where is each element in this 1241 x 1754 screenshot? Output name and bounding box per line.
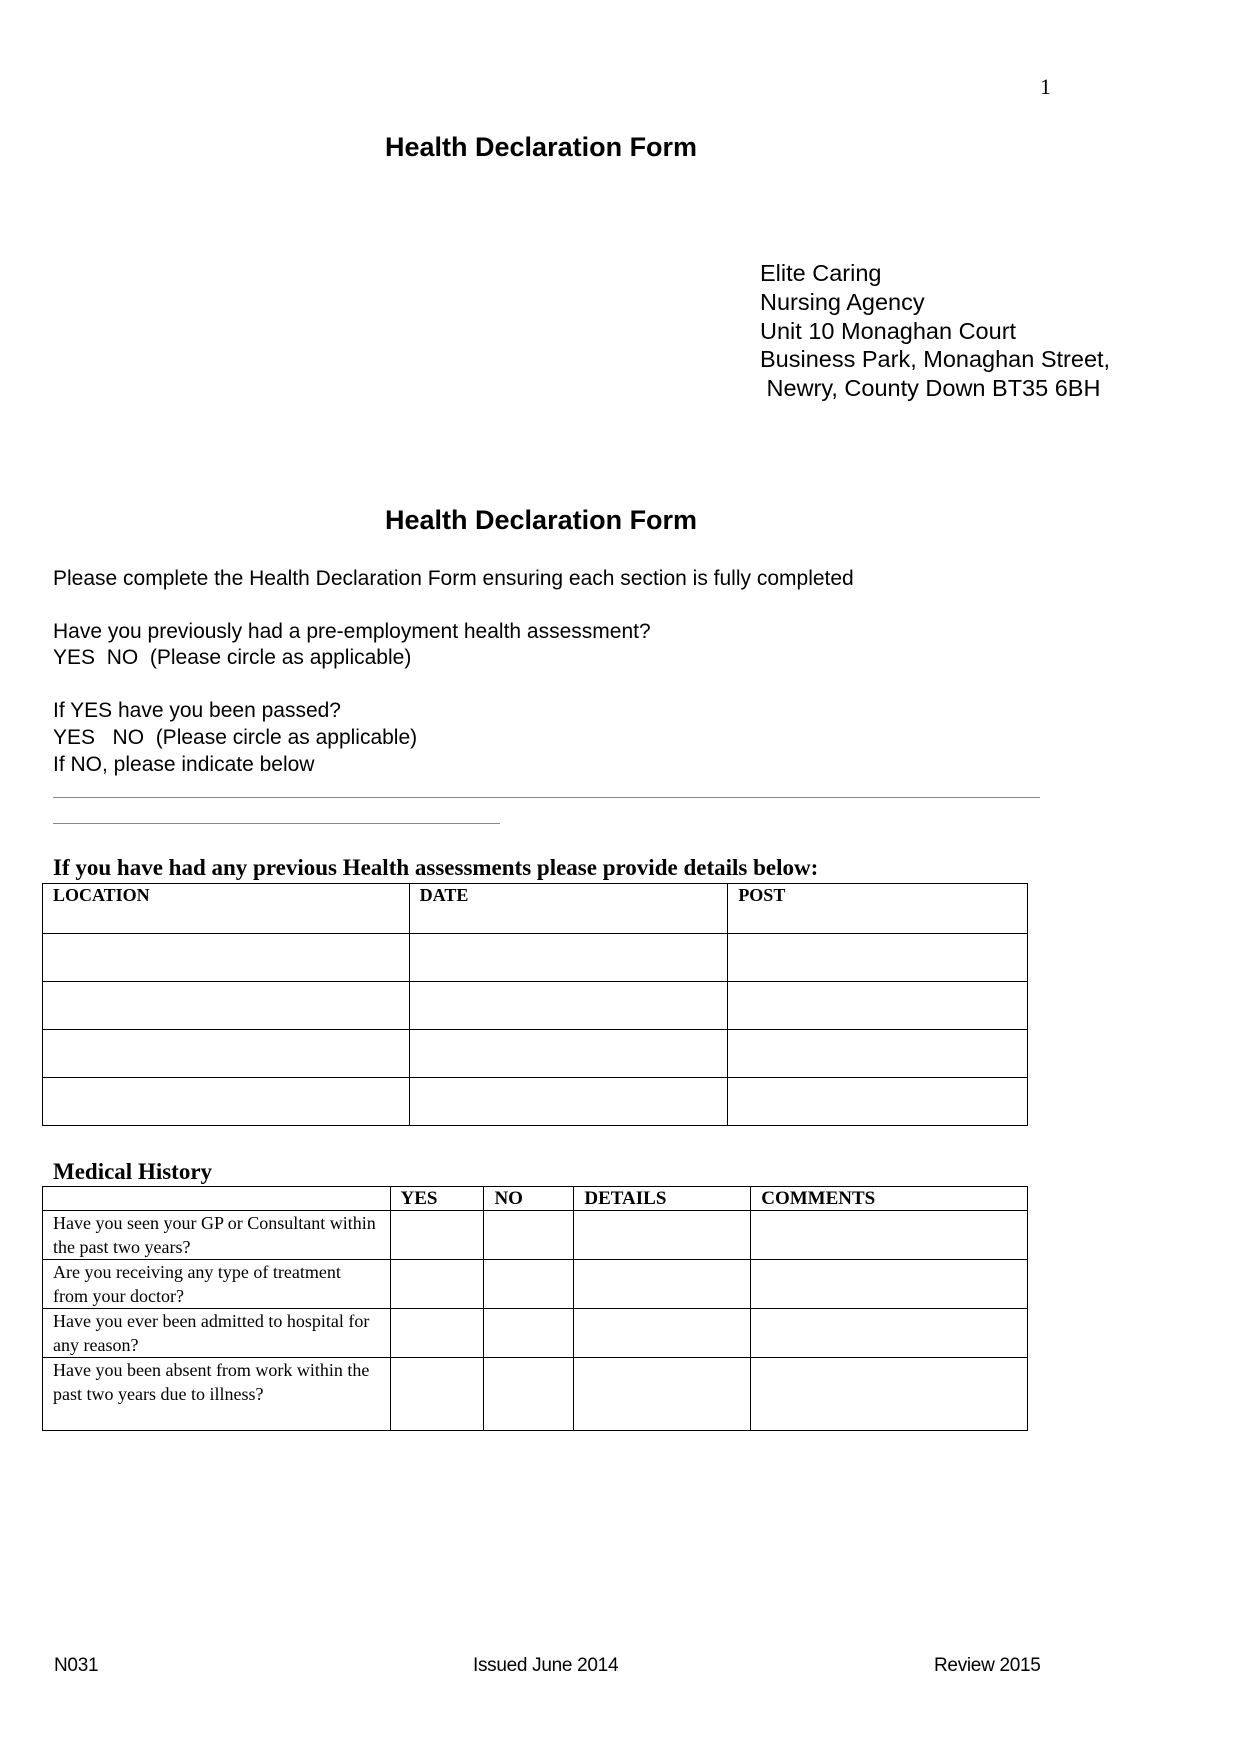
no-cell[interactable]	[484, 1260, 574, 1309]
comments-cell[interactable]	[751, 1211, 1028, 1260]
footer-document-code: N031	[54, 1655, 99, 1676]
comments-cell[interactable]	[751, 1358, 1028, 1431]
date-cell[interactable]	[409, 1078, 728, 1126]
table-row	[43, 1211, 1028, 1260]
address-line: Business Park, Monaghan Street,	[760, 346, 1111, 373]
question-pre-employment: Have you previously had a pre-employment health assessment?	[53, 620, 651, 643]
table-row	[43, 982, 1028, 1030]
medical-history-heading: Medical History	[53, 1159, 213, 1184]
agency-address	[760, 259, 1110, 403]
no-cell[interactable]	[484, 1309, 574, 1358]
question-cell: Have you ever been admitted to hospital for any reason?	[43, 1309, 391, 1358]
question-passed: If YES have you been passed?	[53, 699, 341, 722]
table-row	[43, 1309, 1028, 1358]
location-cell[interactable]	[43, 1078, 410, 1126]
medical-history-table	[42, 1186, 1028, 1431]
comments-cell[interactable]	[751, 1260, 1028, 1309]
address-line: Elite Caring	[760, 260, 882, 286]
location-cell[interactable]	[43, 934, 410, 982]
column-header-yes: YES	[390, 1187, 484, 1211]
date-cell[interactable]	[409, 982, 728, 1030]
question-cell: Are you receiving any type of treatment from your doctor?	[43, 1260, 391, 1309]
location-cell[interactable]	[43, 982, 410, 1030]
column-header-post: POST	[728, 884, 1028, 934]
table-row	[43, 1260, 1028, 1309]
answer-line[interactable]	[53, 797, 1040, 798]
column-header-question	[43, 1187, 391, 1211]
address-line: Newry, County Down BT35 6BH	[760, 375, 1101, 402]
address-line: Unit 10 Monaghan Court	[760, 317, 1017, 344]
footer-issued-date: Issued June 2014	[473, 1655, 619, 1676]
previous-assessments-heading: If you have had any previous Health assessments please provide details below:	[53, 855, 819, 880]
table-header-row	[43, 1187, 1028, 1211]
form-intro: Please complete the Health Declaration Form ensuring each section is fully completed	[53, 567, 854, 590]
page-number: 1	[1040, 74, 1051, 99]
date-cell[interactable]	[409, 1030, 728, 1078]
previous-assessments-table	[42, 883, 1028, 1126]
table-header-row	[43, 884, 1028, 934]
comments-cell[interactable]	[751, 1309, 1028, 1358]
no-cell[interactable]	[484, 1358, 574, 1431]
column-header-no: NO	[484, 1187, 574, 1211]
question-cell: Have you been absent from work within the past two years due to illness?	[43, 1358, 391, 1431]
form-title: Health Declaration Form	[385, 505, 698, 535]
details-cell[interactable]	[574, 1309, 751, 1358]
column-header-date: DATE	[409, 884, 728, 934]
yes-no-circle-option[interactable]: YES NO (Please circle as applicable)	[53, 646, 412, 669]
yes-cell[interactable]	[390, 1309, 484, 1358]
address-line: Nursing Agency	[760, 288, 925, 315]
table-row	[43, 1078, 1028, 1126]
details-cell[interactable]	[574, 1358, 751, 1431]
answer-line[interactable]	[53, 823, 500, 824]
details-cell[interactable]	[574, 1260, 751, 1309]
location-cell[interactable]	[43, 1030, 410, 1078]
yes-cell[interactable]	[390, 1358, 484, 1431]
if-no-instruction: If NO, please indicate below	[53, 753, 315, 776]
question-cell: Have you seen your GP or Consultant within the past two years?	[43, 1211, 391, 1260]
yes-cell[interactable]	[390, 1211, 484, 1260]
details-cell[interactable]	[574, 1211, 751, 1260]
table-row	[43, 1358, 1028, 1431]
column-header-comments: COMMENTS	[751, 1187, 1028, 1211]
yes-no-circle-option[interactable]: YES NO (Please circle as applicable)	[53, 726, 418, 749]
footer-review-date: Review 2015	[934, 1655, 1041, 1676]
table-row	[43, 1030, 1028, 1078]
post-cell[interactable]	[728, 1030, 1028, 1078]
post-cell[interactable]	[728, 1078, 1028, 1126]
yes-cell[interactable]	[390, 1260, 484, 1309]
table-row	[43, 934, 1028, 982]
column-header-details: DETAILS	[574, 1187, 751, 1211]
date-cell[interactable]	[409, 934, 728, 982]
post-cell[interactable]	[728, 982, 1028, 1030]
no-cell[interactable]	[484, 1211, 574, 1260]
post-cell[interactable]	[728, 934, 1028, 982]
column-header-location: LOCATION	[43, 884, 410, 934]
page-title: Health Declaration Form	[385, 132, 698, 162]
